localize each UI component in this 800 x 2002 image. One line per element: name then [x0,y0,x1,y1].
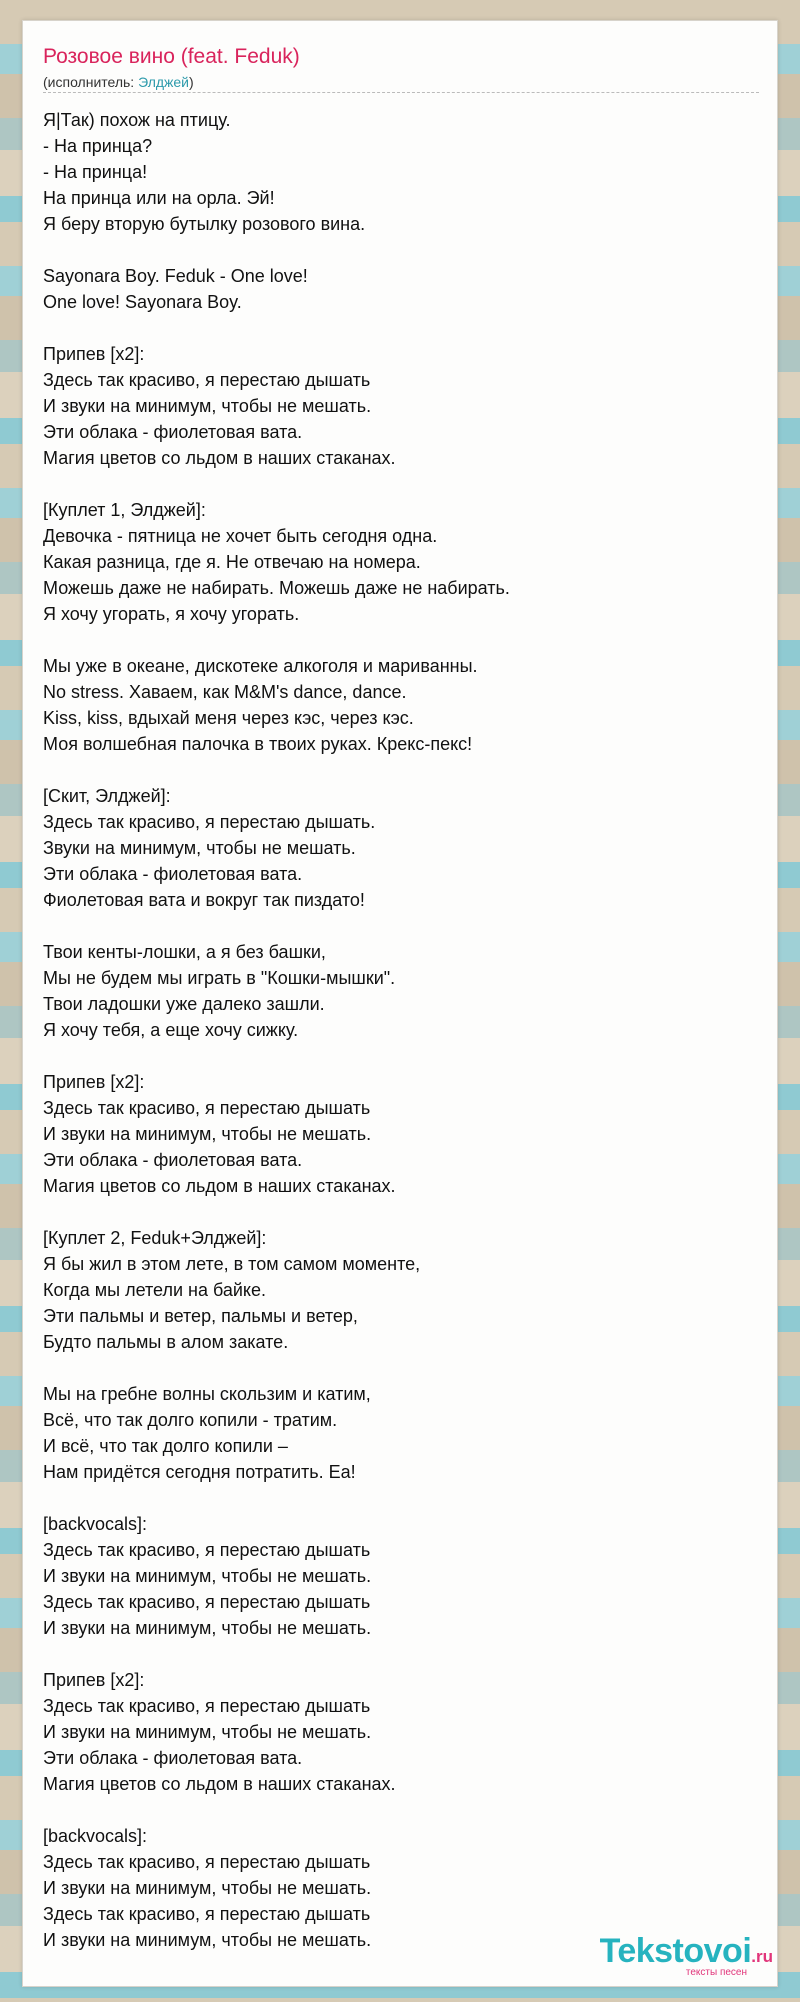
lyric-line: Я бы жил в этом лете, в том самом моменте, [43,1254,421,1274]
stanza [43,1225,759,1355]
song-title: Розовое вино (feat. Feduk) [43,45,300,68]
lyric-line: Нам придётся сегодня потратить. Еа! [43,1462,356,1482]
lyric-line: И звуки на минимум, чтобы не мешать. [43,1722,372,1742]
lyric-line: Девочка - пятница не хочет быть сегодня одна. [43,526,438,546]
lyric-line: Я беру вторую бутылку розового вина. [43,214,366,234]
lyric-line: Можешь даже не набирать. Можешь даже не набирать. [43,578,510,598]
lyric-line: Эти пальмы и ветер, пальмы и ветер, [43,1306,358,1326]
lyric-line: No stress. Хаваем, как M&M's dance, dance. [43,682,407,702]
stanza [43,1667,759,1797]
performer-link[interactable]: Элджей [138,74,190,90]
lyric-line: И звуки на минимум, чтобы не мешать. [43,1618,372,1638]
lyric-line: [backvocals]: [43,1826,148,1846]
lyric-line: - На принца! [43,162,148,182]
lyric-line: Здесь так красиво, я перестаю дышать. [43,812,376,832]
lyric-line: Какая разница, где я. Не отвечаю на номера. [43,552,421,572]
performer-prefix: (исполнитель: [43,74,139,90]
lyric-line: И звуки на минимум, чтобы не мешать. [43,1124,372,1144]
lyric-line: Когда мы летели на байке. [43,1280,267,1300]
lyric-line: Эти облака - фиолетовая вата. [43,1748,303,1768]
lyric-line: [backvocals]: [43,1514,148,1534]
lyric-line: Мы не будем мы играть в "Кошки-мышки". [43,968,396,988]
lyric-line: Магия цветов со льдом в наших стаканах. [43,1176,396,1196]
stanza-gap [43,237,759,263]
lyric-line: Здесь так красиво, я перестаю дышать [43,370,371,390]
lyric-line: Всё, что так долго копили - тратим. [43,1410,338,1430]
lyric-line: [Куплет 1, Элджей]: [43,500,206,520]
stanza-gap [43,1199,759,1225]
lyric-line: Эти облака - фиолетовая вата. [43,864,303,884]
stanza [43,1511,759,1641]
lyric-line: [Куплет 2, Feduk+Элджей]: [43,1228,267,1248]
lyric-line: Будто пальмы в алом закате. [43,1332,289,1352]
lyric-line: Моя волшебная палочка в твоих руках. Крекс-пекс! [43,734,473,754]
lyric-line: Я хочу угорать, я хочу угорать. [43,604,300,624]
lyric-line: Магия цветов со льдом в наших стаканах. [43,1774,396,1794]
lyric-line: Я хочу тебя, а еще хочу сижку. [43,1020,299,1040]
lyric-line: Твои кенты-лошки, а я без башки, [43,942,326,962]
lyrics-card [22,20,778,1987]
lyric-line: Здесь так красиво, я перестаю дышать [43,1540,371,1560]
site-logo[interactable] [600,1934,773,1978]
stanza-gap [43,757,759,783]
lyric-line: Эти облака - фиолетовая вата. [43,1150,303,1170]
lyric-line: Эти облака - фиолетовая вата. [43,422,303,442]
lyric-line: И звуки на минимум, чтобы не мешать. [43,396,372,416]
lyric-line: Sayonara Boy. Feduk - One love! [43,266,308,286]
lyric-line: One love! Sayonara Boy. [43,292,242,312]
lyric-line: На принца или на орла. Эй! [43,188,275,208]
title-divider [43,92,759,93]
lyric-line: Kiss, kiss, вдыхай меня через кэс, через кэс. [43,708,414,728]
logo-tld: .ru [751,1947,773,1966]
stanza [43,497,759,627]
lyric-line: Здесь так красиво, я перестаю дышать [43,1904,371,1924]
lyric-line: И всё, что так долго копили – [43,1436,288,1456]
stanza-gap [43,1797,759,1823]
stanza-gap [43,1485,759,1511]
lyric-line: Здесь так красиво, я перестаю дышать [43,1592,371,1612]
stanza-gap [43,1355,759,1381]
stanza [43,263,759,315]
lyric-line: Мы уже в океане, дискотеке алкоголя и мариванны. [43,656,478,676]
stanza [43,783,759,913]
stanza-gap [43,627,759,653]
lyric-line: Припев [x2]: [43,344,145,364]
stanza-gap [43,471,759,497]
stanza [43,939,759,1043]
logo-name: Tekstovoi [599,1932,752,1970]
stanza-gap [43,315,759,341]
performer-suffix: ) [189,74,194,90]
stanza [43,653,759,757]
lyric-line: Здесь так красиво, я перестаю дышать [43,1696,371,1716]
lyric-line: И звуки на минимум, чтобы не мешать. [43,1878,372,1898]
lyric-line: Магия цветов со льдом в наших стаканах. [43,448,396,468]
lyric-line: Твои ладошки уже далеко зашли. [43,994,325,1014]
lyric-line: Фиолетовая вата и вокруг так пиздато! [43,890,365,910]
performer-line [43,74,194,90]
lyric-line: Мы на гребне волны скользим и катим, [43,1384,371,1404]
stanza-gap [43,913,759,939]
stanza [43,1069,759,1199]
stanza [43,341,759,471]
lyric-line: Припев [x2]: [43,1670,145,1690]
lyric-line: Я|Так) похож на птицу. [43,110,231,130]
lyric-line: Здесь так красиво, я перестаю дышать [43,1098,371,1118]
lyric-line: Звуки на минимум, чтобы не мешать. [43,838,356,858]
lyric-line: Припев [x2]: [43,1072,145,1092]
logo-tagline: тексты песен [685,1967,747,1978]
lyric-line: И звуки на минимум, чтобы не мешать. [43,1930,372,1950]
stanza-gap [43,1043,759,1069]
stanza [43,1381,759,1485]
lyric-line: Здесь так красиво, я перестаю дышать [43,1852,371,1872]
lyrics-body [43,107,759,1953]
lyric-line: [Скит, Элджей]: [43,786,171,806]
lyric-line: И звуки на минимум, чтобы не мешать. [43,1566,372,1586]
stanza [43,107,759,237]
lyric-line: - На принца? [43,136,153,156]
stanza-gap [43,1641,759,1667]
